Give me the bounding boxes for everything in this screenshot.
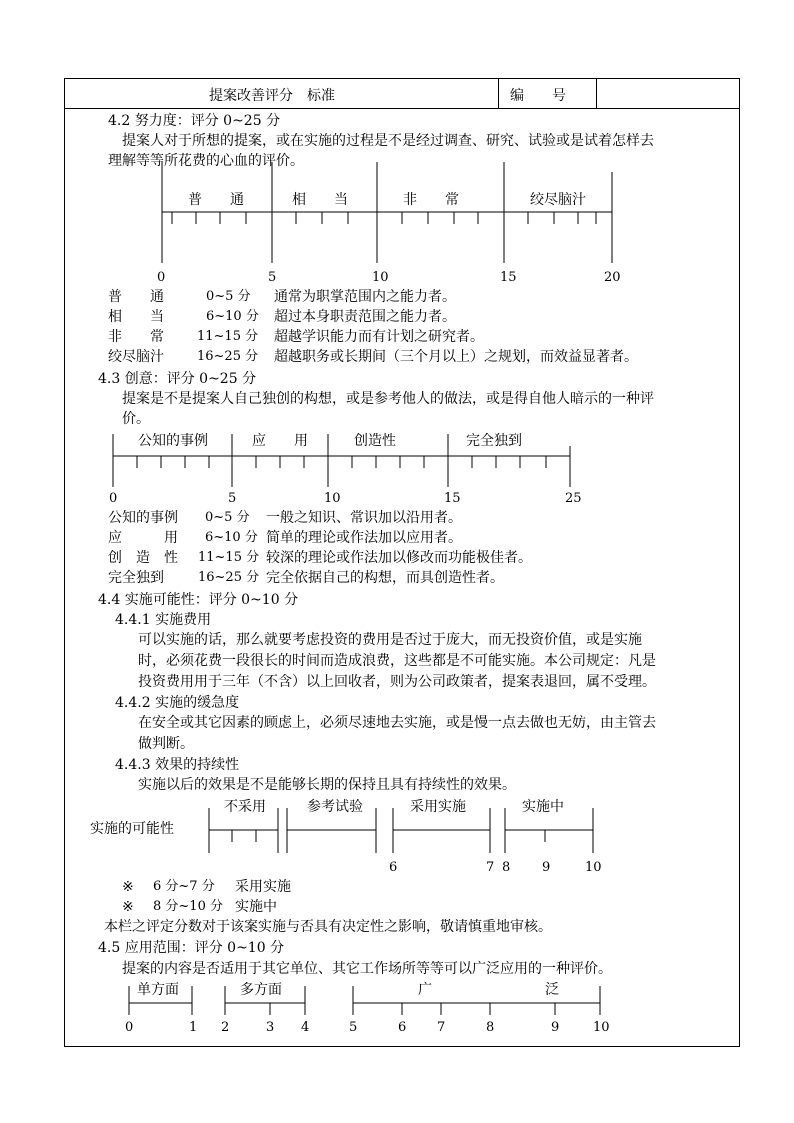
scale-segment-label: 不采用 xyxy=(224,799,266,815)
level-range: 16~25 分 xyxy=(197,349,259,364)
subsection-heading: 4.4.2 实施的缓急度 xyxy=(115,695,240,711)
scale-tick-label: 15 xyxy=(500,270,517,285)
scale-tick-label: 0 xyxy=(157,270,166,285)
scale-tick-label: 6 xyxy=(398,1020,407,1035)
scale-segment-label: 单方面 xyxy=(137,982,179,998)
level-desc: 完全依据自己的构想，而具创造性者。 xyxy=(266,570,504,586)
level-name: 绞尽脑汁 xyxy=(108,349,164,365)
level-desc: 简单的理论或作法加以应用者。 xyxy=(266,530,462,546)
level-desc: 通常为职掌范围内之能力者。 xyxy=(274,289,456,305)
scale-tick-label: 20 xyxy=(604,270,621,285)
level-range: 6~10 分 xyxy=(205,530,258,545)
subsection-text: 实施以后的效果是不是能够长期的保持且具有持续性的效果。 xyxy=(138,777,516,793)
scale-segment-label: 多方面 xyxy=(240,982,282,998)
note-mark: ※ xyxy=(122,879,134,895)
number-label: 编 号 xyxy=(510,88,566,104)
scale-tick-label: 5 xyxy=(349,1020,358,1035)
level-desc: 超过本身职责范围之能力者。 xyxy=(274,309,456,325)
level-range: 11~15 分 xyxy=(197,329,259,344)
scale-segment-label: 绞尽脑汁 xyxy=(530,192,586,208)
scale-tick-label: 10 xyxy=(324,491,341,506)
scale-tick-label: 1 xyxy=(189,1020,198,1035)
scale-segment-label: 普 通 xyxy=(188,192,244,208)
section-4-3-heading: 4.3 创意：评分 0~25 分 xyxy=(98,371,257,387)
level-name: 相 当 xyxy=(108,309,164,325)
section-4-4-heading: 4.4 实施可能性：评分 0~10 分 xyxy=(98,592,299,608)
scope-scale xyxy=(129,986,600,1015)
section-4-2-desc: 提案人对于所想的提案，或在实施的过程是不是经过调查、研究、试验或是试着怎样去 xyxy=(122,133,654,149)
scale-tick-label: 8 xyxy=(486,1020,495,1035)
scale-segment-label: 应 用 xyxy=(252,433,308,449)
level-name: 非 常 xyxy=(108,329,164,345)
scale-segment-label: 完全独到 xyxy=(466,433,522,449)
level-name: 公知的事例 xyxy=(108,510,178,526)
scale-tick-label: 9 xyxy=(551,1020,560,1035)
level-range: 0~5 分 xyxy=(205,510,250,525)
scale-tick-label: 0 xyxy=(125,1020,134,1035)
scale-tick-label: 5 xyxy=(228,491,237,506)
document-title: 提案改善评分 标准 xyxy=(209,88,335,104)
scale-segment-label: 实施中 xyxy=(522,799,564,815)
subsection-heading: 4.4.1 实施费用 xyxy=(115,612,212,628)
section-4-2-desc: 理解等等所花费的心血的评价。 xyxy=(108,153,304,169)
level-range: 11~15 分 xyxy=(198,550,260,565)
note-mark: ※ xyxy=(122,899,134,915)
note-range: 6 分~7 分 xyxy=(153,879,215,894)
scale-tick-label: 10 xyxy=(585,860,602,875)
scale-segment-label: 公知的事例 xyxy=(138,433,208,449)
scale-tick-label: 5 xyxy=(268,270,277,285)
note-desc: 采用实施 xyxy=(235,879,291,895)
level-name: 应 用 xyxy=(108,530,178,546)
scale-segment-label: 参考试验 xyxy=(307,799,363,815)
section-4-2-heading: 4.2 努力度：评分 0~25 分 xyxy=(108,113,281,129)
scale-tick-label: 9 xyxy=(542,860,551,875)
section-4-3-desc: 提案是不是提案人自己独创的构想，或是参考他人的做法，或是得自他人暗示的一种评 xyxy=(122,391,654,407)
section-4-5-desc: 提案的内容是否适用于其它单位、其它工作场所等等可以广泛应用的一种评价。 xyxy=(122,961,612,977)
scale-segment-label: 广 xyxy=(418,982,432,998)
level-range: 16~25 分 xyxy=(198,570,260,585)
level-desc: 较深的理论或作法加以修改而功能极佳者。 xyxy=(266,550,532,566)
scale-tick-label: 10 xyxy=(593,1020,610,1035)
scale-tick-label: 10 xyxy=(372,270,389,285)
subsection-text: 时，必须花费一段很长的时间而造成浪费，这些都是不可能实施。本公司规定：凡是 xyxy=(138,653,656,669)
effort-scale xyxy=(162,162,612,263)
level-name: 创 造 性 xyxy=(108,550,178,566)
scale-segment-label: 非 常 xyxy=(403,192,459,208)
scale-tick-label: 7 xyxy=(437,1020,446,1035)
level-desc: 一般之知识、常识加以沿用者。 xyxy=(266,510,462,526)
scale-tick-label: 7 xyxy=(486,860,495,875)
scale-segment-label: 创造性 xyxy=(354,433,396,449)
subsection-text: 投资费用用于三年（不含）以上回收者，则为公司政策者，提案表退回，属不受理。 xyxy=(138,674,656,690)
scale-tick-label: 4 xyxy=(301,1020,310,1035)
scale-tick-label: 2 xyxy=(221,1020,230,1035)
section-remark: 本栏之评定分数对于该案实施与否具有决定性之影响，敬请慎重地审核。 xyxy=(104,919,552,935)
level-range: 0~5 分 xyxy=(206,289,251,304)
note-desc: 实施中 xyxy=(235,899,277,915)
scale-tick-label: 8 xyxy=(502,860,511,875)
subsection-heading: 4.4.3 效果的持续性 xyxy=(115,757,240,773)
subsection-text: 可以实施的话，那么就要考虑投资的费用是否过于庞大，而无投资价值，或是实施 xyxy=(138,632,642,648)
level-desc: 超越学识能力而有计划之研究者。 xyxy=(274,329,484,345)
subsection-text: 做判断。 xyxy=(138,736,194,752)
scale-tick-label: 25 xyxy=(565,491,582,506)
level-name: 完全独到 xyxy=(108,570,164,586)
note-range: 8 分~10 分 xyxy=(153,899,223,914)
level-desc: 超越职务或长期间（三个月以上）之规划，而效益显著者。 xyxy=(274,349,638,365)
level-range: 6~10 分 xyxy=(206,309,259,324)
scale-segment-label: 相 当 xyxy=(292,192,348,208)
scale-segment-label: 采用实施 xyxy=(410,799,466,815)
section-4-3-desc: 价。 xyxy=(122,411,150,427)
level-name: 普 通 xyxy=(108,289,164,305)
scale-tick-label: 0 xyxy=(109,491,118,506)
subsection-text: 在安全或其它因素的顾虑上，必须尽速地去实施，或是慢一点去做也无妨，由主管去 xyxy=(138,715,656,731)
scale-tick-label: 15 xyxy=(444,491,461,506)
scale-segment-label: 泛 xyxy=(545,982,559,998)
scale-tick-label: 6 xyxy=(389,860,398,875)
scale-label: 实施的可能性 xyxy=(90,821,174,837)
section-4-5-heading: 4.5 应用范围：评分 0~10 分 xyxy=(98,940,285,956)
scale-tick-label: 3 xyxy=(266,1020,275,1035)
